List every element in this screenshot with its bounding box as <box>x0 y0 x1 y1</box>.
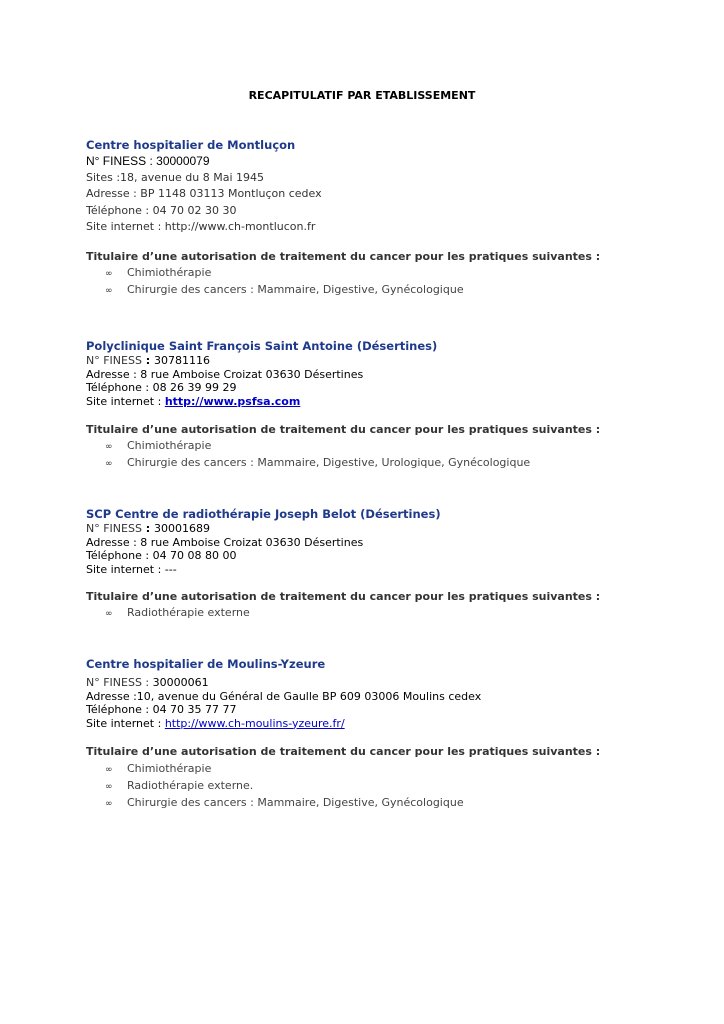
list-item <box>105 437 530 454</box>
address-line: Adresse :10, avenue du Général de Gaulle BP 609 03006 Moulins cedex <box>86 689 482 703</box>
website-line <box>86 717 706 731</box>
finess-value: 30781116 <box>154 354 211 367</box>
finess-number <box>86 522 706 536</box>
finess-label: N° FINESS <box>86 522 142 535</box>
list-item <box>105 281 464 298</box>
practice-label: Radiothérapie externe <box>127 606 250 619</box>
finess-label: N° FINESS <box>86 354 142 367</box>
list-item <box>105 264 464 281</box>
phone-line: Téléphone : 08 26 39 99 29 <box>86 381 237 394</box>
authorization-heading: Titulaire d’une autorisation de traitement du cancer pour les pratiques suivantes : <box>86 745 601 758</box>
infinity-bullet-icon: ∞ <box>105 609 113 619</box>
phone-line: Téléphone : 04 70 08 80 00 <box>86 549 237 562</box>
website-label: Site internet : <box>86 716 165 730</box>
practice-list <box>105 437 530 471</box>
establishment-name: Polyclinique Saint François Saint Antoine (Désertines) <box>86 339 438 353</box>
list-item <box>105 794 464 811</box>
authorization-heading: Titulaire d’une autorisation de traitement du cancer pour les pratiques suivantes : <box>86 250 601 263</box>
practice-label: Chirurgie des cancers : Mammaire, Digestive, Gynécologique <box>127 283 464 296</box>
establishment-moulins-yzeure <box>86 657 706 730</box>
list-item <box>105 604 250 621</box>
list-item <box>105 777 464 794</box>
establishment-name: Centre hospitalier de Moulins-Yzeure <box>86 657 326 671</box>
infinity-bullet-icon: ∞ <box>105 442 113 452</box>
practice-label: Radiothérapie externe. <box>127 779 254 792</box>
infinity-bullet-icon: ∞ <box>105 799 113 809</box>
practice-label: Chirurgie des cancers : Mammaire, Digestive, Urologique, Gynécologique <box>127 456 531 469</box>
website-link[interactable]: http://www.ch-moulins-yzeure.fr/ <box>164 716 345 730</box>
establishment-name: Centre hospitalier de Montluçon <box>86 138 296 152</box>
establishment-name: SCP Centre de radiothérapie Joseph Belot (Désertines) <box>86 507 441 521</box>
finess-number <box>86 676 706 690</box>
address-line: Adresse : 8 rue Amboise Croizat 03630 Désertines <box>86 535 364 549</box>
infinity-bullet-icon: ∞ <box>105 269 113 279</box>
address-line: Adresse : BP 1148 03113 Montluçon cedex <box>86 187 322 200</box>
website-link[interactable]: http://www.psfsa.com <box>164 394 301 408</box>
finess-label: N° FINESS : <box>86 676 153 689</box>
infinity-bullet-icon: ∞ <box>105 782 113 792</box>
sites-line: Sites :18, avenue du 8 Mai 1945 <box>86 170 264 184</box>
practice-list <box>105 604 250 621</box>
practice-list <box>105 760 464 811</box>
authorization-heading: Titulaire d’une autorisation de traitement du cancer pour les pratiques suivantes : <box>86 423 601 436</box>
website-line: Site internet : http://www.ch-montlucon.fr <box>86 220 316 233</box>
practice-label: Chirurgie des cancers : Mammaire, Digestive, Gynécologique <box>127 796 464 809</box>
finess-number <box>86 354 706 368</box>
establishment-psfsa <box>86 339 706 408</box>
website-line <box>86 395 706 409</box>
establishment-montlucon <box>86 138 706 236</box>
finess-separator: : <box>141 522 155 535</box>
infinity-bullet-icon: ∞ <box>105 286 113 296</box>
practice-label: Chimiothérapie <box>127 266 212 279</box>
document-title: RECAPITULATIF PAR ETABLISSEMENT <box>248 89 476 102</box>
list-item <box>105 454 530 471</box>
website-line: Site internet : --- <box>86 562 177 576</box>
finess-value: 30001689 <box>154 522 211 535</box>
infinity-bullet-icon: ∞ <box>105 459 113 469</box>
phone-line: Téléphone : 04 70 02 30 30 <box>86 203 237 217</box>
address-line: Adresse : 8 rue Amboise Croizat 03630 Désertines <box>86 367 364 381</box>
finess-separator: : <box>141 354 155 367</box>
list-item <box>105 760 464 777</box>
finess-number: N° FINESS : 30000079 <box>86 154 210 168</box>
establishment-belot <box>86 507 706 576</box>
practice-list <box>105 264 464 298</box>
practice-label: Chimiothérapie <box>127 439 212 452</box>
website-label: Site internet : <box>86 394 165 408</box>
phone-line: Téléphone : 04 70 35 77 77 <box>86 703 237 716</box>
practice-label: Chimiothérapie <box>127 762 212 775</box>
authorization-heading: Titulaire d’une autorisation de traitement du cancer pour les pratiques suivantes : <box>86 590 601 603</box>
finess-value: 30000061 <box>152 676 209 689</box>
infinity-bullet-icon: ∞ <box>105 765 113 775</box>
